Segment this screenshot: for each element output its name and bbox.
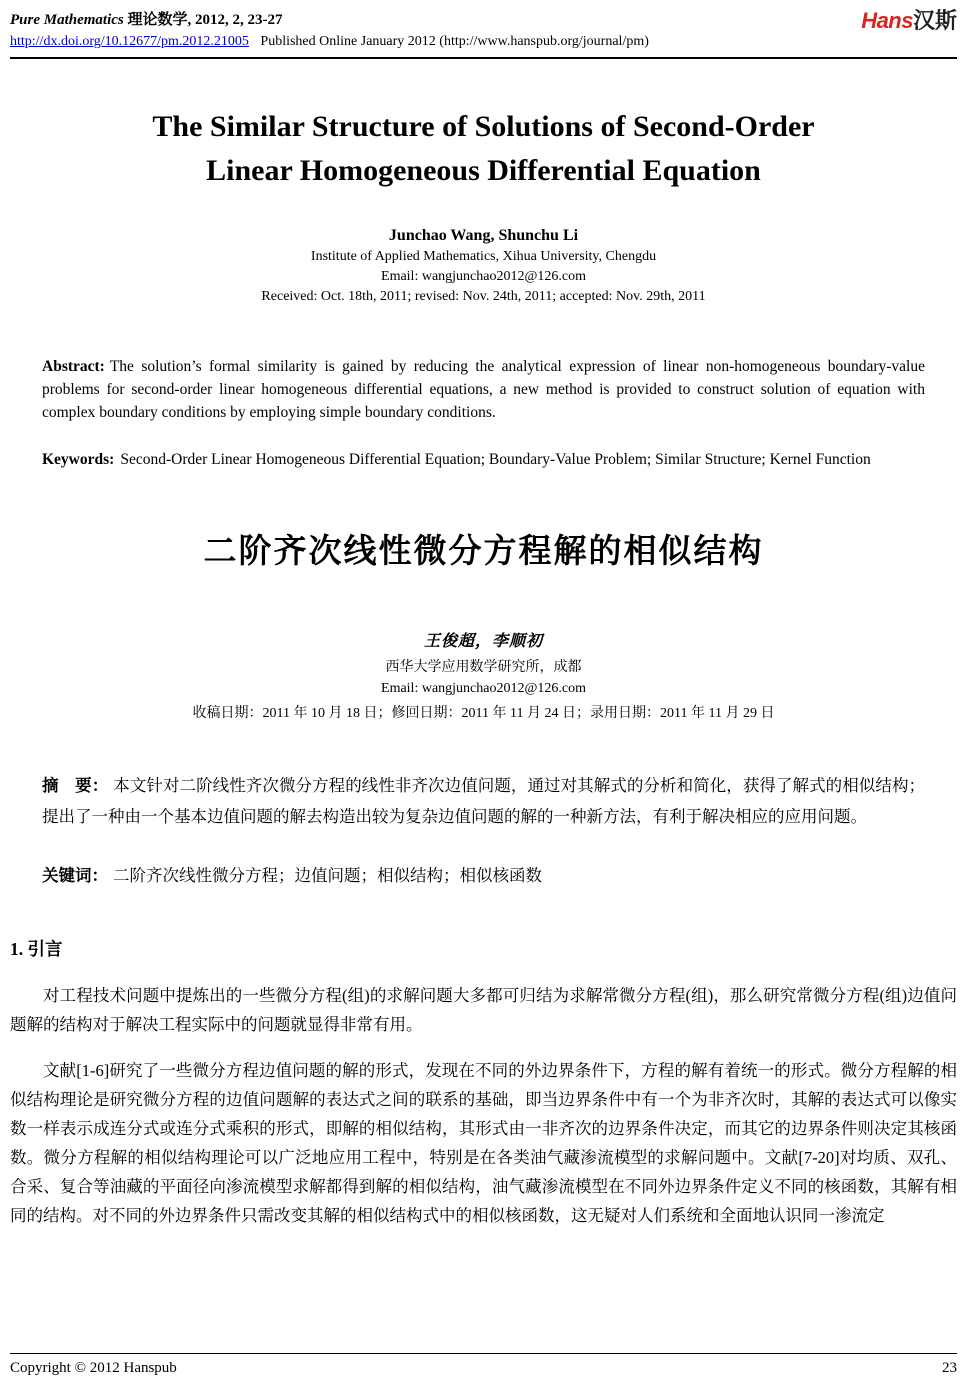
header-divider <box>10 57 957 59</box>
published-online-text: Published Online January 2012 (http://www.hanspub.org/journal/pm) <box>260 34 649 49</box>
affiliation-cn: 西华大学应用数学研究所，成都 <box>385 660 582 675</box>
authors-cn: 王俊超，李顺初 <box>423 633 543 650</box>
abstract-en <box>42 355 925 424</box>
journal-name: Pure Mathematics <box>10 12 124 28</box>
email-cn: Email: wangjunchao2012@126.com <box>381 681 586 696</box>
doi-link[interactable]: http://dx.doi.org/10.12677/pm.2012.21005 <box>10 34 249 49</box>
body-paragraph-1: 对工程技术问题中提炼出的一些微分方程(组)的求解问题大多都可归结为求解常微分方程(组)，那么研究常微分方程(组)边值问题解的结构对于解决工程实际中的问题就显得非常有用。 <box>10 986 957 1034</box>
author-block-en <box>10 227 957 305</box>
author-block-cn <box>10 628 957 722</box>
footer-divider <box>10 1353 957 1354</box>
journal-issue-info: , 2012, 2, 23-27 <box>187 12 283 28</box>
hans-logo-cn: 汉斯 <box>912 8 957 33</box>
body-paragraph-2: 文献[1-6]研究了一些微分方程边值问题的解的形式，发现在不同的外边界条件下，方程的解有着统一的形式。微分方程解的相似结构理论是研究微分方程的边值问题解的表达式之间的联系的基础，即当边界条件中有一个为非齐次时，其解的表达式可以像实数一样表示成连分式或连分式乘积的形式，即解的相似结构，其形式由一非齐次的边界条件决定，而其它的边界条件则决定其核函数。微分方程解的相似结构理论可以广泛地应用工程中，特别是在各类油气藏渗流模型的求解问题中。文献[7-20]对均质、双孔、合采、复合等油藏的平面径向渗流模型求解都得到解的相似结构，油气藏渗流模型在不同外边界条件定义不同的核函数，其解有相同的结构。对不同的外边界条件只需改变其解的相似结构式中的相似核函数，这无疑对人们系统和全面地认识同一渗流定 <box>10 1061 957 1225</box>
journal-header-left <box>10 8 649 50</box>
affiliation-en: Institute of Applied Mathematics, Xihua University, Chengdu <box>310 249 657 264</box>
keywords-label-cn: 关键词： <box>42 866 108 885</box>
abstract-label-en: Abstract: <box>42 358 105 375</box>
journal-name-cn: 理论数学 <box>127 12 188 28</box>
keywords-text-en: Second-Order Linear Homogeneous Differential Equation; Boundary-Value Problem; Similar Structure; Kernel Function <box>120 451 871 468</box>
keywords-cn <box>42 862 925 886</box>
abstract-cn <box>42 770 925 832</box>
abstract-text-cn: 本文针对二阶线性齐次微分方程的线性非齐次边值问题，通过对其解式的分析和简化，获得了解式的相似结构；提出了一种由一个基本边值问题的解去构造出较为复杂边值问题的解的一种新方法，有利于解决相应的应用问题。 <box>42 776 926 826</box>
doi-line <box>10 34 649 50</box>
paper-title-en <box>10 105 957 193</box>
paper-title-en-line2: Linear Homogeneous Differential Equation <box>206 154 761 187</box>
abstract-label-cn: 摘 要： <box>42 776 109 795</box>
keywords-text-cn: 二阶齐次线性微分方程；边值问题；相似结构；相似核函数 <box>113 866 542 885</box>
copyright-text: Copyright © 2012 Hanspub <box>10 1360 177 1376</box>
page-number: 23 <box>942 1360 957 1376</box>
page-footer <box>10 1353 957 1377</box>
keywords-label-en: Keywords: <box>42 451 115 468</box>
section-heading-introduction: 1. 引言 <box>10 939 63 959</box>
abstract-text-en: The solution’s formal similarity is gained by reducing the analytical expression of linear non-homogeneous boundary-value problems for second-order linear homogeneous differential equations, a new method is provided to construct solution of equation with complex boundary conditions by employing simple boundary conditions. <box>42 358 925 421</box>
journal-title-line <box>10 8 649 29</box>
keywords-en <box>42 448 925 471</box>
received-dates-en: Received: Oct. 18th, 2011; revised: Nov. 24th, 2011; accepted: Nov. 29th, 2011 <box>261 289 706 304</box>
hans-logo <box>861 10 957 32</box>
journal-header <box>10 8 957 50</box>
received-dates-cn: 收稿日期：2011 年 10 月 18 日；修回日期：2011 年 11 月 24 日；录用日期：2011 年 11 月 29 日 <box>192 706 775 721</box>
hans-logo-latin: Hans <box>861 8 913 33</box>
email-en: Email: wangjunchao2012@126.com <box>381 269 586 284</box>
paper-title-cn: 二阶齐次线性微分方程解的相似结构 <box>203 534 764 570</box>
paper-title-en-line1: The Similar Structure of Solutions of Second-Order <box>152 110 815 143</box>
authors-en: Junchao Wang, Shunchu Li <box>388 227 579 244</box>
